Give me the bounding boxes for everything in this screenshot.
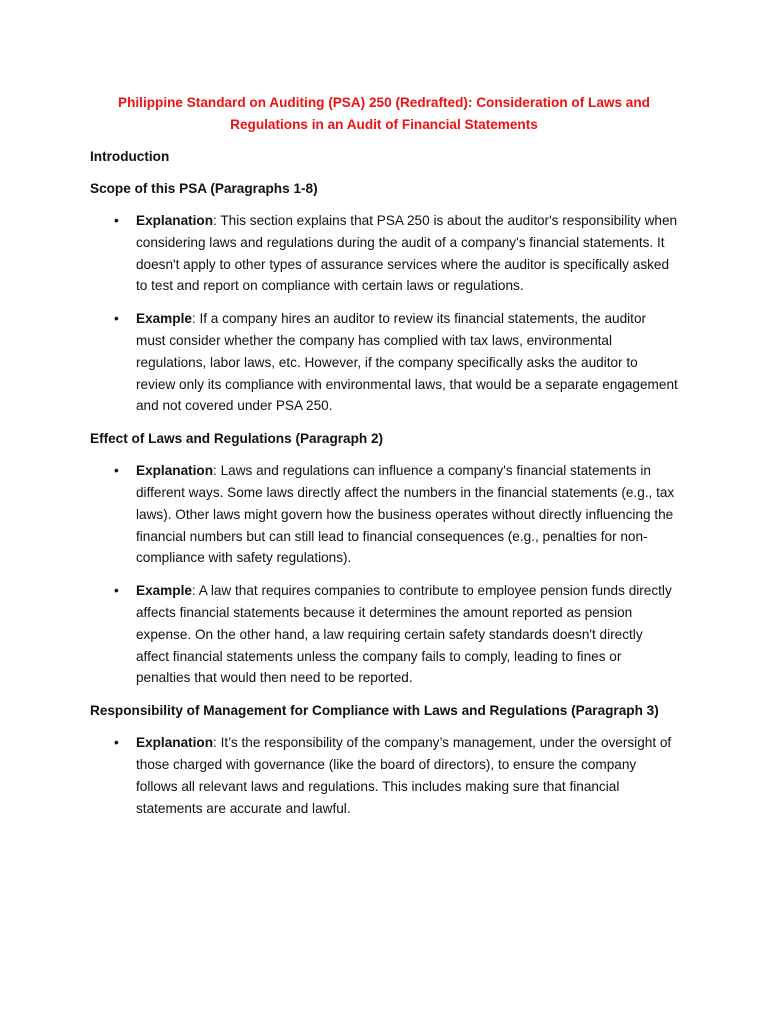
list-item — [90, 580, 678, 689]
item-text: : Laws and regulations can influence a company's financial statements in different ways. Some laws directly affect the numbers in the financial statements (e.g., tax laws). Other laws might govern how the business operates without directly influencing the financial numbers but can still lead to financial consequences (e.g., penalties for non-compliance with safety regulations). — [136, 463, 675, 566]
list-item — [90, 460, 678, 569]
item-text: : If a company hires an auditor to review its financial statements, the auditor must consider whether the company has complied with tax laws, environmental regulations, labor laws, etc. However, if the company specifically asks the auditor to review only its compliance with environmental laws, that would be a separate engagement and not covered under PSA 250. — [136, 311, 678, 414]
bullet-icon: • — [114, 735, 119, 751]
bullet-icon: • — [114, 311, 119, 327]
item-text: : A law that requires companies to contribute to employee pension funds directly affects financial statements because it determines the amount reported as pension expense. On the other hand, a law requiring certain safety standards doesn't directly affect financial statements unless the company fails to comply, leading to fines or penalties that would then need to be reported. — [136, 583, 672, 686]
item-text: : It’s the responsibility of the company’s management, under the oversight of those charged with governance (like the board of directors), to ensure the company follows all relevant laws and regulations. This includes making sure that financial statements are accurate and lawful. — [136, 735, 672, 816]
bullet-icon: • — [114, 213, 119, 228]
list-item — [90, 308, 678, 417]
bullet-icon: • — [114, 583, 119, 599]
document-title: Philippine Standard on Auditing (PSA) 250 (Redrafted): Consideration of Laws and Regulations in an Audit of Financial Statements — [118, 95, 650, 132]
bullet-list-responsibility — [90, 732, 678, 819]
item-term: Example — [136, 311, 192, 327]
item-text: : This section explains that PSA 250 is about the auditor's responsibility when considering laws and regulations during the audit of a company's financial statements. It doesn't apply to other types of assurance services where the auditor is specifically asked to test and report on compliance with certain laws or regulations. — [136, 213, 678, 294]
item-term: Example — [136, 583, 192, 599]
section-heading-scope: Scope of this PSA (Paragraphs 1-8) — [90, 181, 318, 196]
item-term: Explanation — [136, 735, 214, 751]
item-term: Explanation — [136, 463, 214, 479]
section-heading-effect: Effect of Laws and Regulations (Paragraph 2) — [90, 431, 384, 447]
bullet-icon: • — [114, 463, 119, 479]
list-item — [90, 732, 678, 819]
introduction-heading: Introduction — [90, 149, 170, 164]
bullet-list-effect — [90, 460, 678, 689]
item-term: Explanation — [136, 213, 214, 228]
document-page — [90, 92, 678, 830]
list-item — [90, 210, 678, 297]
section-heading-responsibility: Responsibility of Management for Compliance with Laws and Regulations (Paragraph 3) — [90, 703, 659, 719]
bullet-list-scope — [90, 210, 678, 417]
